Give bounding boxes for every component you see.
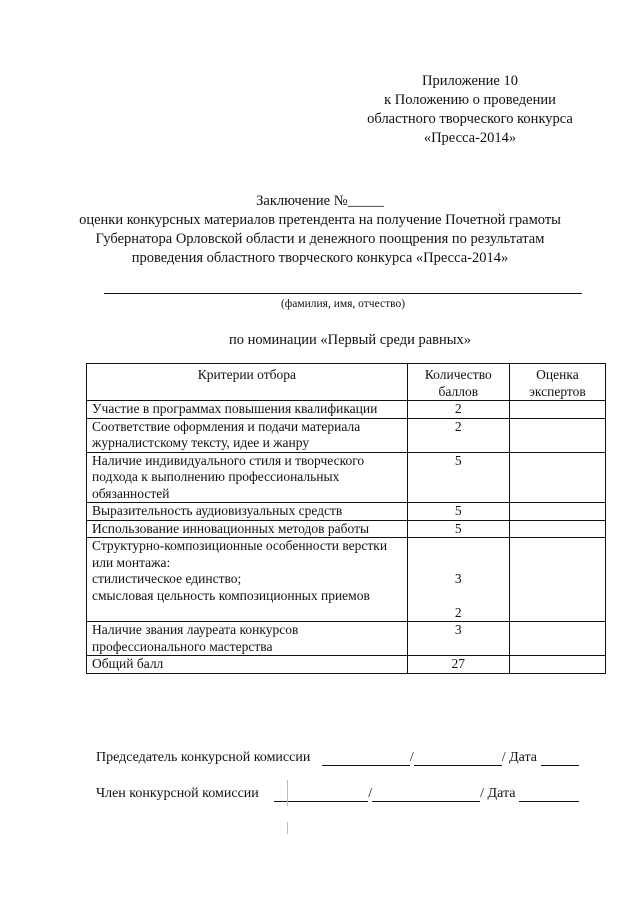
criterion-cell: Наличие звания лауреата конкурсов профессионального мастерства [87, 622, 408, 656]
criterion-cell: Наличие индивидуального стиля и творческого подхода к выполнению профессиональных обязанностей [87, 452, 408, 503]
separator-slash: / [480, 786, 485, 801]
header-expert: Оценка экспертов [509, 364, 605, 401]
expert-score-cell[interactable] [509, 418, 605, 452]
chair-date-field[interactable] [541, 751, 579, 766]
table-row [87, 520, 606, 538]
member-date-field[interactable] [519, 787, 579, 802]
points-cell: 5 [407, 452, 509, 503]
expert-score-cell[interactable] [509, 622, 605, 656]
member-name-field[interactable] [372, 787, 480, 802]
points-cell: 5 [407, 520, 509, 538]
table-total-row [87, 656, 606, 674]
table-header-row [87, 364, 606, 401]
separator-slash: / [368, 786, 373, 801]
chair-signature-row [96, 750, 579, 766]
appendix-line-1: Приложение 10 [422, 73, 518, 89]
header-points: Количество баллов [407, 364, 509, 401]
table-row [87, 622, 606, 656]
criterion-cell: Участие в программах повышения квалификации [87, 401, 408, 419]
table-row [87, 452, 606, 503]
chair-name-field[interactable] [414, 751, 502, 766]
title-line-4: проведения областного творческого конкурса «Пресса-2014» [131, 250, 509, 266]
document-title [30, 192, 610, 268]
date-label: Дата [509, 750, 538, 765]
total-label: Общий балл [87, 656, 408, 674]
table-row [87, 538, 606, 622]
chair-signature-field[interactable] [322, 751, 410, 766]
title-line-3: Губернатора Орловской области и денежного поощрения по результатам [95, 231, 545, 247]
points-value: 2 [454, 604, 462, 620]
title-line-1: Заключение №_____ [256, 193, 384, 209]
criterion-line: смысловая цельность композиционных приемов [92, 587, 370, 603]
scan-artifact [287, 822, 288, 834]
member-signature-field[interactable] [274, 787, 368, 802]
criterion-cell: Выразительность аудиовизуальных средств [87, 503, 408, 521]
title-line-2: оценки конкурсных материалов претендента на получение Почетной грамоты [79, 212, 561, 228]
separator-slash: / [501, 750, 506, 765]
criterion-cell: Соответствие оформления и подачи материала журналистскому тексту, идее и жанру [87, 418, 408, 452]
points-value: 3 [454, 571, 462, 586]
points-cell: 2 [407, 401, 509, 419]
expert-score-cell[interactable] [509, 520, 605, 538]
chair-label: Председатель конкурсной комиссии [96, 750, 311, 765]
appendix-line-3: областного творческого конкурса [367, 111, 573, 127]
criteria-table [86, 363, 606, 674]
expert-score-cell[interactable] [509, 401, 605, 419]
criterion-line: стилистическое единство; [92, 571, 242, 586]
appendix-line-2: к Положению о проведении [384, 92, 556, 108]
appendix-header [340, 72, 600, 148]
separator-slash: / [409, 750, 414, 765]
member-label: Член конкурсной комиссии [96, 786, 259, 801]
member-signature-row [96, 786, 579, 802]
criterion-cell [87, 538, 408, 622]
expert-score-cell[interactable] [509, 538, 605, 622]
nomination-text: по номинации «Первый среди равных» [228, 332, 471, 348]
points-cell [407, 538, 509, 622]
table-row [87, 418, 606, 452]
total-points: 27 [407, 656, 509, 674]
header-criteria: Критерии отбора [87, 364, 408, 401]
expert-total-cell[interactable] [509, 656, 605, 674]
expert-score-cell[interactable] [509, 452, 605, 503]
points-cell: 5 [407, 503, 509, 521]
table-row [87, 503, 606, 521]
appendix-line-4: «Пресса-2014» [423, 130, 517, 146]
table-row [87, 401, 606, 419]
name-fill-line [104, 293, 582, 294]
criterion-line: Структурно-композиционные особенности верстки или монтажа: [92, 538, 388, 570]
date-label: Дата [487, 786, 516, 801]
name-caption: (фамилия, имя, отчество) [280, 298, 406, 310]
expert-score-cell[interactable] [509, 503, 605, 521]
points-cell: 2 [407, 418, 509, 452]
points-cell: 3 [407, 622, 509, 656]
criterion-cell: Использование инновационных методов работы [87, 520, 408, 538]
scan-artifact [287, 780, 288, 806]
